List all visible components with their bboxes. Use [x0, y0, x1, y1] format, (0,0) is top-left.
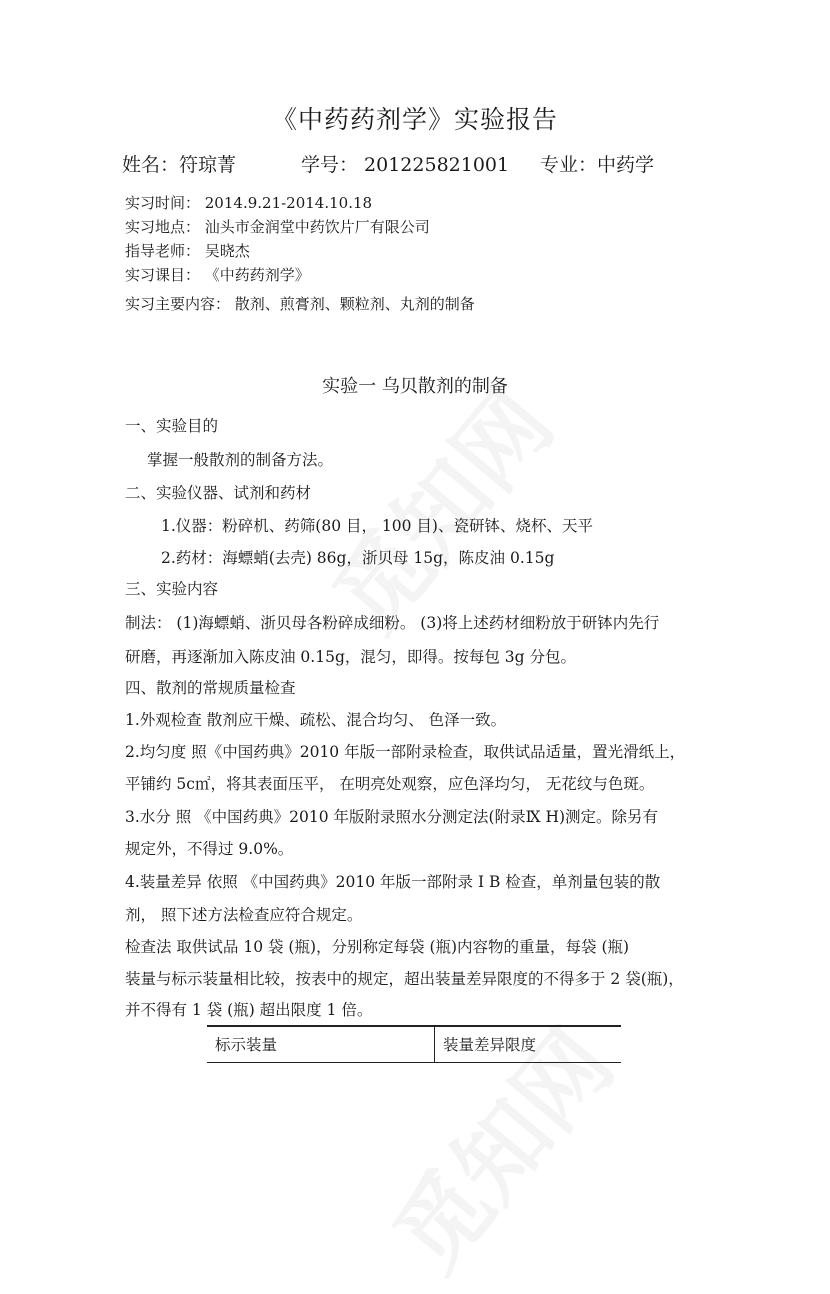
watermark — [299, 358, 578, 654]
info-time: 实习时间： 2014.9.21-2014.10.18 — [125, 194, 373, 212]
quality-uniformity-1: 2.均匀度 照《中国药典》2010 年版一部附录检查，取供试品适量，置光滑纸上， — [125, 743, 686, 761]
purpose-text: 掌握一般散剂的制备方法。 — [147, 451, 334, 469]
materials-herbs: 2.药材：海螵蛸(去壳) 86g，浙贝母 15g，陈皮油 0.15g — [161, 549, 555, 567]
quality-moisture-2: 规定外，不得过 9.0%。 — [125, 840, 294, 858]
materials-instruments: 1.仪器：粉碎机、药筛(80 目， 100 目)、瓷研钵、烧杯、天平 — [161, 517, 593, 535]
table-header-variation-limit: 装量差异限度 — [435, 1026, 622, 1063]
info-location: 实习地点： 汕头市金润堂中药饮片厂有限公司 — [125, 218, 430, 236]
check-method-1: 检查法 取供试品 10 袋 (瓶)，分别称定每袋 (瓶)内容物的重量，每袋 (瓶) — [125, 938, 630, 956]
info-content: 实习主要内容： 散剂、煎膏剂、颗粒剂、丸剂的制备 — [125, 295, 475, 313]
check-method-3: 并不得有 1 袋 (瓶) 超出限度 1 倍。 — [125, 1001, 373, 1019]
student-name: 姓名：符琼菁 — [122, 154, 237, 176]
method-line-1: 制法： (1)海螵蛸、浙贝母各粉碎成细粉。 (3)将上述药材细粉放于研钵内先行 — [125, 614, 660, 632]
quality-weight-1: 4.装量差异 依照 《中国药典》2010 年版一部附录 Ⅰ B 检查，单剂量包装的散 — [125, 873, 661, 891]
table-header-labeled-amount: 标示装量 — [207, 1026, 435, 1063]
section-heading-materials: 二、实验仪器、试剂和药材 — [125, 484, 312, 502]
info-teacher: 指导老师： 吴晓杰 — [125, 242, 250, 260]
section-heading-quality: 四、散剂的常规质量检查 — [125, 679, 296, 697]
section-heading-purpose: 一、实验目的 — [125, 417, 219, 435]
experiment-title: 实验一 乌贝散剂的制备 — [322, 376, 508, 397]
report-title: 《中药药剂学》实验报告 — [271, 105, 558, 134]
info-course: 实习课目： 《中药药剂学》 — [125, 266, 310, 284]
quality-uniformity-2: 平铺约 5c㎡，将其表面压平， 在明亮处观察，应色泽均匀， 无花纹与色斑。 — [125, 775, 655, 793]
quality-weight-2: 剂， 照下述方法检查应符合规定。 — [125, 906, 363, 924]
student-major: 专业：中药学 — [540, 154, 655, 176]
section-heading-content: 三、实验内容 — [125, 580, 219, 598]
student-id: 学号： 201225821001 — [301, 154, 510, 176]
weight-variation-table — [207, 1025, 621, 1063]
quality-appearance: 1.外观检查 散剂应干燥、疏松、混合均匀、 色泽一致。 — [125, 711, 507, 729]
method-line-2: 研磨，再逐渐加入陈皮油 0.15g，混匀，即得。按每包 3g 分包。 — [125, 648, 577, 666]
check-method-2: 装量与标示装量相比较，按表中的规定，超出装量差异限度的不得多于 2 袋(瓶)， — [125, 970, 684, 988]
table-header-row — [207, 1026, 621, 1063]
quality-moisture-1: 3.水分 照 《中国药典》2010 年版附录照水分测定法(附录Ⅸ H)测定。除另有 — [125, 808, 659, 826]
